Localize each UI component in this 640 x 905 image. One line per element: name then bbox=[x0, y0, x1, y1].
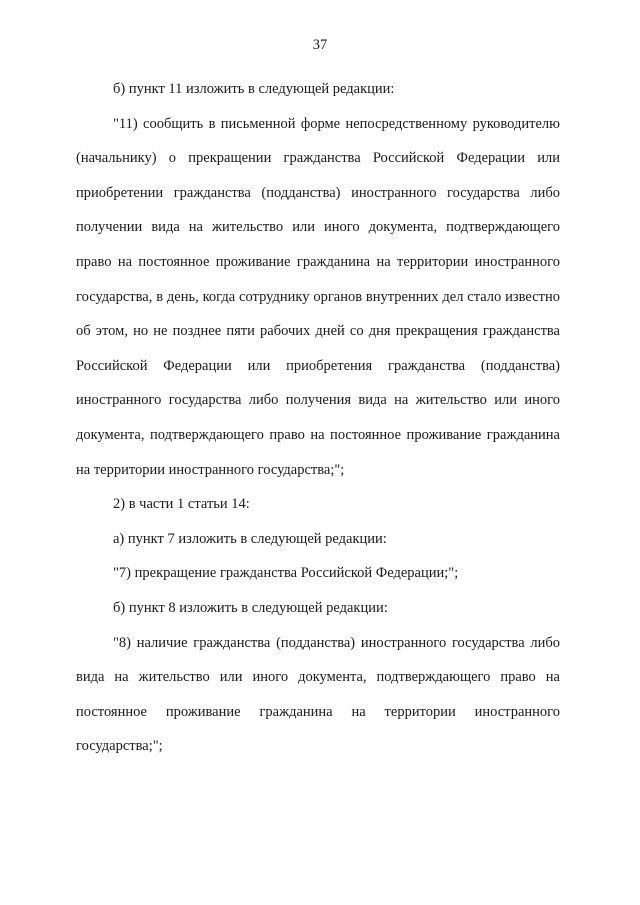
paragraph-part-1-article-14: 2) в части 1 статьи 14: bbox=[113, 496, 250, 513]
paragraph-item-7-text: "7) прекращение гражданства Российской Федерации;"; bbox=[113, 565, 459, 582]
paragraph-item-8-text: "8) наличие гражданства (подданства) иностранного государства либо вида на жительство или иного документа, подтверждающего право на постоянное проживание гражданина на территории иностранного государства;"; bbox=[76, 634, 560, 755]
paragraph-item-11-text: "11) сообщить в письменной форме непосредственному руководителю (начальнику) о прекращении гражданства Российской Федерации или приобретении гражданства (подданства) иностранного государства либо получении вида на жительство или иного документа, подтверждающего право на постоянное проживание гражданина на территории иностранного государства, в день, когда сотруднику органов внутренних дел стало известно об этом, но не позднее пяти рабочих дней со дня прекращения гражданства Российской Федерации или приобретения гражданства (подданства) иностранного государства либо получения вида на жительство или иного документа, подтверждающего право на постоянное проживание гражданина на территории иностранного государства;"; bbox=[76, 115, 560, 478]
paragraph-item-7-intro: а) пункт 7 изложить в следующей редакции: bbox=[113, 530, 387, 547]
document-body bbox=[76, 72, 560, 764]
paragraph-item-11-intro: б) пункт 11 изложить в следующей редакции: bbox=[113, 81, 395, 97]
paragraph-item-8-intro: б) пункт 8 изложить в следующей редакции: bbox=[113, 599, 388, 616]
page-number: 37 bbox=[312, 37, 328, 53]
